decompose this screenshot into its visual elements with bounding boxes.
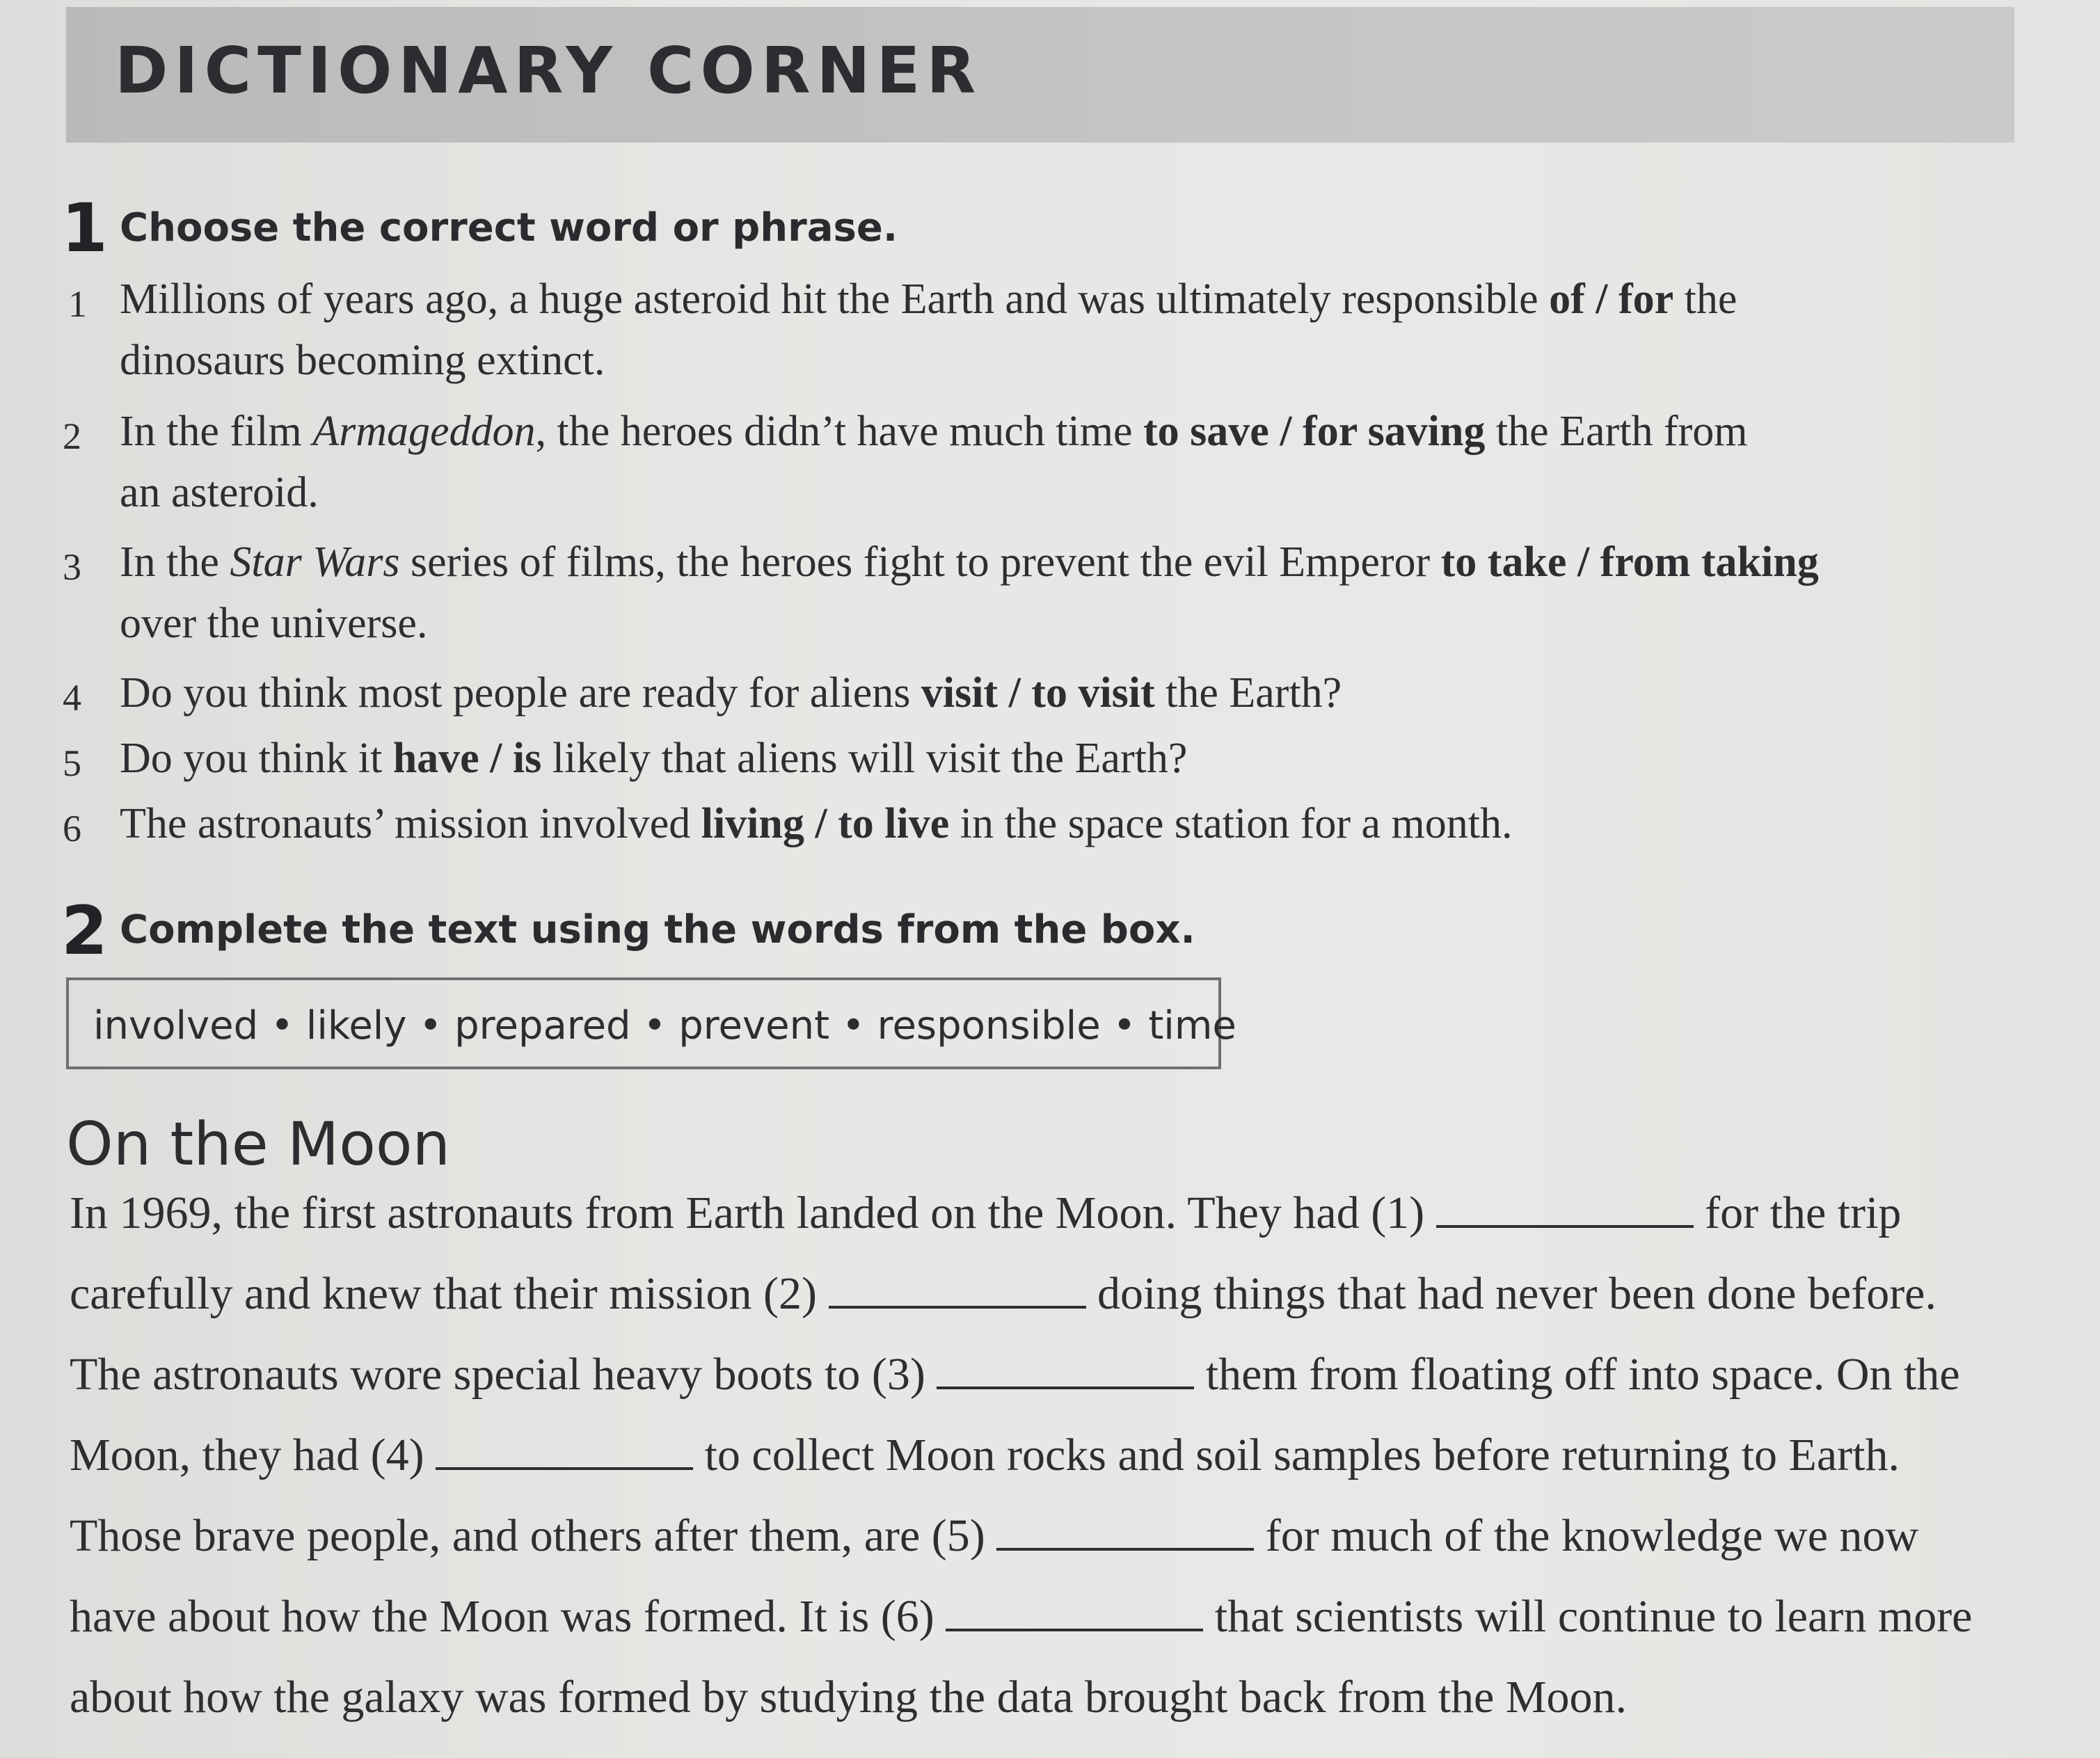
blank-2[interactable] [829,1305,1086,1309]
item-2-line-2: an asteroid. [120,469,319,516]
item-1-choice[interactable]: of / for [1549,275,1674,323]
passage-line-5: Those brave people, and others after them, are (5) for much of the knowledge we now [70,1510,1919,1561]
item-1-number: 1 [68,283,87,325]
item-2-choice[interactable]: to save / for saving [1143,408,1486,455]
item-3-line-1: In the Star Wars series of films, the heroes fight to prevent the evil Emperor to take / from taking [120,538,1819,586]
film-title-star-wars: Star Wars [230,538,400,586]
item-2-number: 2 [63,415,81,457]
item-3-number: 3 [63,546,81,588]
passage-line-4: Moon, they had (4) to collect Moon rocks and soil samples before returning to Earth. [70,1430,1900,1480]
item-4-number: 4 [63,677,81,719]
item-5-choice[interactable]: have / is [392,735,542,782]
item-1-line-1: Millions of years ago, a huge asteroid hit the Earth and was ultimately responsible of / for the [120,275,1737,323]
word-box-words: involved • likely • prepared • prevent • responsible • time [93,1003,1236,1048]
passage-line-7: about how the galaxy was formed by studying the data brought back from the Moon. [70,1672,1628,1723]
passage-line-2: carefully and knew that their mission (2) doing things that had never been done before. [70,1268,1936,1319]
section-1-instruction: Choose the correct word or phrase. [120,205,898,250]
item-2-line-1: In the film Armageddon, the heroes didn’t have much time to save / for saving the Earth from [120,408,1748,455]
item-6-choice[interactable]: living / to live [701,800,950,847]
blank-1[interactable] [1436,1224,1694,1228]
section-1-number: 1 [61,189,108,267]
item-5-number: 5 [63,742,81,784]
section-2-number: 2 [61,892,108,970]
item-1-line-2: dinosaurs becoming extinct. [120,337,605,384]
film-title-armageddon: Armageddon [312,408,536,455]
passage-title: On the Moon [66,1110,450,1179]
item-5-line-1: Do you think it have / is likely that aliens will visit the Earth? [120,735,1188,782]
blank-5[interactable] [996,1547,1254,1551]
blank-3[interactable] [937,1386,1194,1389]
item-6-number: 6 [63,808,81,849]
passage-line-6: have about how the Moon was formed. It is (6) that scientists will continue to learn more [70,1591,1973,1642]
section-2-instruction: Complete the text using the words from the box. [120,907,1195,952]
item-4-choice[interactable]: visit / to visit [921,669,1155,717]
blank-4[interactable] [436,1467,693,1470]
item-4-line-1: Do you think most people are ready for aliens visit / to visit the Earth? [120,669,1342,717]
passage-line-1: In 1969, the first astronauts from Earth landed on the Moon. They had (1) for the trip [70,1188,1902,1238]
passage-line-3: The astronauts wore special heavy boots to (3) them from floating off into space. On the [70,1349,1960,1400]
item-6-line-1: The astronauts’ mission involved living / to live in the space station for a month. [120,800,1513,847]
item-3-line-2: over the universe. [120,600,428,647]
page-title: DICTIONARY CORNER [115,33,983,108]
item-3-choice[interactable]: to take / from taking [1440,538,1819,586]
word-box [66,977,1236,1069]
blank-6[interactable] [946,1628,1203,1631]
